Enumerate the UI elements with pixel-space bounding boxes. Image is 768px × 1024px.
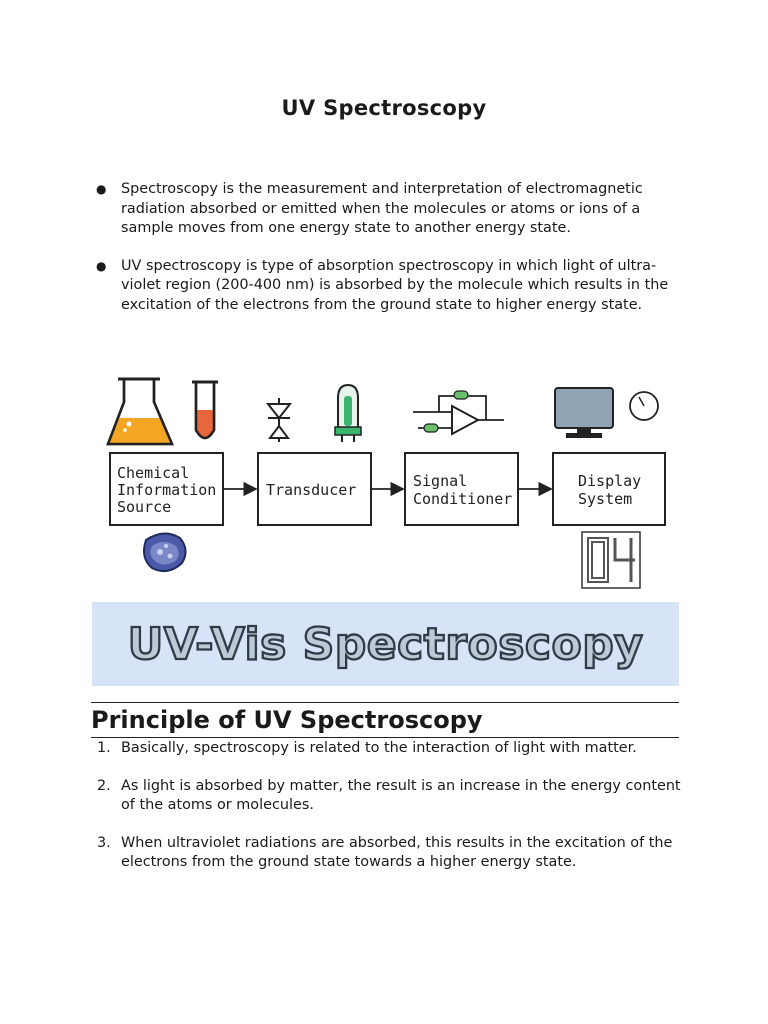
intro-bullet-list — [94, 180, 684, 333]
divider — [91, 737, 679, 738]
chemical-information-source-box — [110, 453, 223, 525]
bullet-text: Spectroscopy is the measurement and interpretation of electromagnetic radiation absorbed or emitted when the molecules or atoms or ions of a sample moves from one energy state to another energy state. — [121, 181, 643, 236]
bullet-item — [94, 257, 684, 316]
flask-icon — [108, 379, 172, 444]
molecule-blob-icon — [144, 533, 186, 571]
bullet-item — [94, 180, 684, 239]
box-label-line: Source — [117, 498, 172, 516]
seven-segment-display-icon — [582, 532, 640, 589]
list-number: 2. — [97, 777, 111, 794]
list-item — [97, 834, 687, 873]
divider — [91, 702, 679, 703]
list-number: 3. — [97, 834, 111, 851]
display-system-box — [553, 453, 665, 525]
banner-title: UV-Vis Spectroscopy — [127, 618, 644, 670]
monitor-icon — [555, 388, 613, 438]
page-title: UV Spectroscopy — [281, 96, 487, 120]
list-item — [97, 777, 687, 816]
bullet-text: UV spectroscopy is type of absorption spectroscopy in which light of ultra-violet region (200-400 nm) is absorbed by the molecule which results in the excitation of the electrons from the ground state to higher energy state. — [121, 257, 669, 313]
bullet-dot-icon: ● — [96, 182, 107, 196]
gauge-icon — [630, 392, 658, 420]
list-item-text: When ultraviolet radiations are absorbed, this results in the excitation of the electrons from the ground state towards a higher energy state. — [121, 834, 673, 870]
transducer-box — [258, 453, 371, 525]
list-item-text: As light is absorbed by matter, the result is an increase in the energy content of the atoms or molecules. — [121, 777, 681, 813]
box-label-line: Display — [578, 472, 642, 490]
box-label-line: System — [578, 490, 633, 508]
box-label-line: Transducer — [266, 481, 357, 499]
diode-icon — [268, 398, 290, 442]
box-label-line: Chemical — [117, 464, 190, 482]
box-label-line: Signal — [413, 472, 468, 490]
list-item — [97, 739, 687, 759]
list-item-text: Basically, spectroscopy is related to the interaction of light with matter. — [121, 740, 637, 756]
light-bulb-icon — [335, 385, 361, 442]
list-number: 1. — [97, 740, 111, 756]
box-label-line: Information — [117, 481, 217, 499]
box-label-line: Conditioner — [413, 490, 513, 508]
test-tube-icon — [192, 382, 218, 438]
banner — [92, 602, 679, 686]
principles-list — [97, 739, 687, 891]
spectroscopy-block-diagram — [104, 370, 674, 590]
signal-conditioner-box — [405, 453, 518, 525]
amplifier-icon — [413, 391, 504, 434]
bullet-dot-icon: ● — [96, 258, 107, 273]
section-heading: Principle of UV Spectroscopy — [91, 706, 483, 734]
